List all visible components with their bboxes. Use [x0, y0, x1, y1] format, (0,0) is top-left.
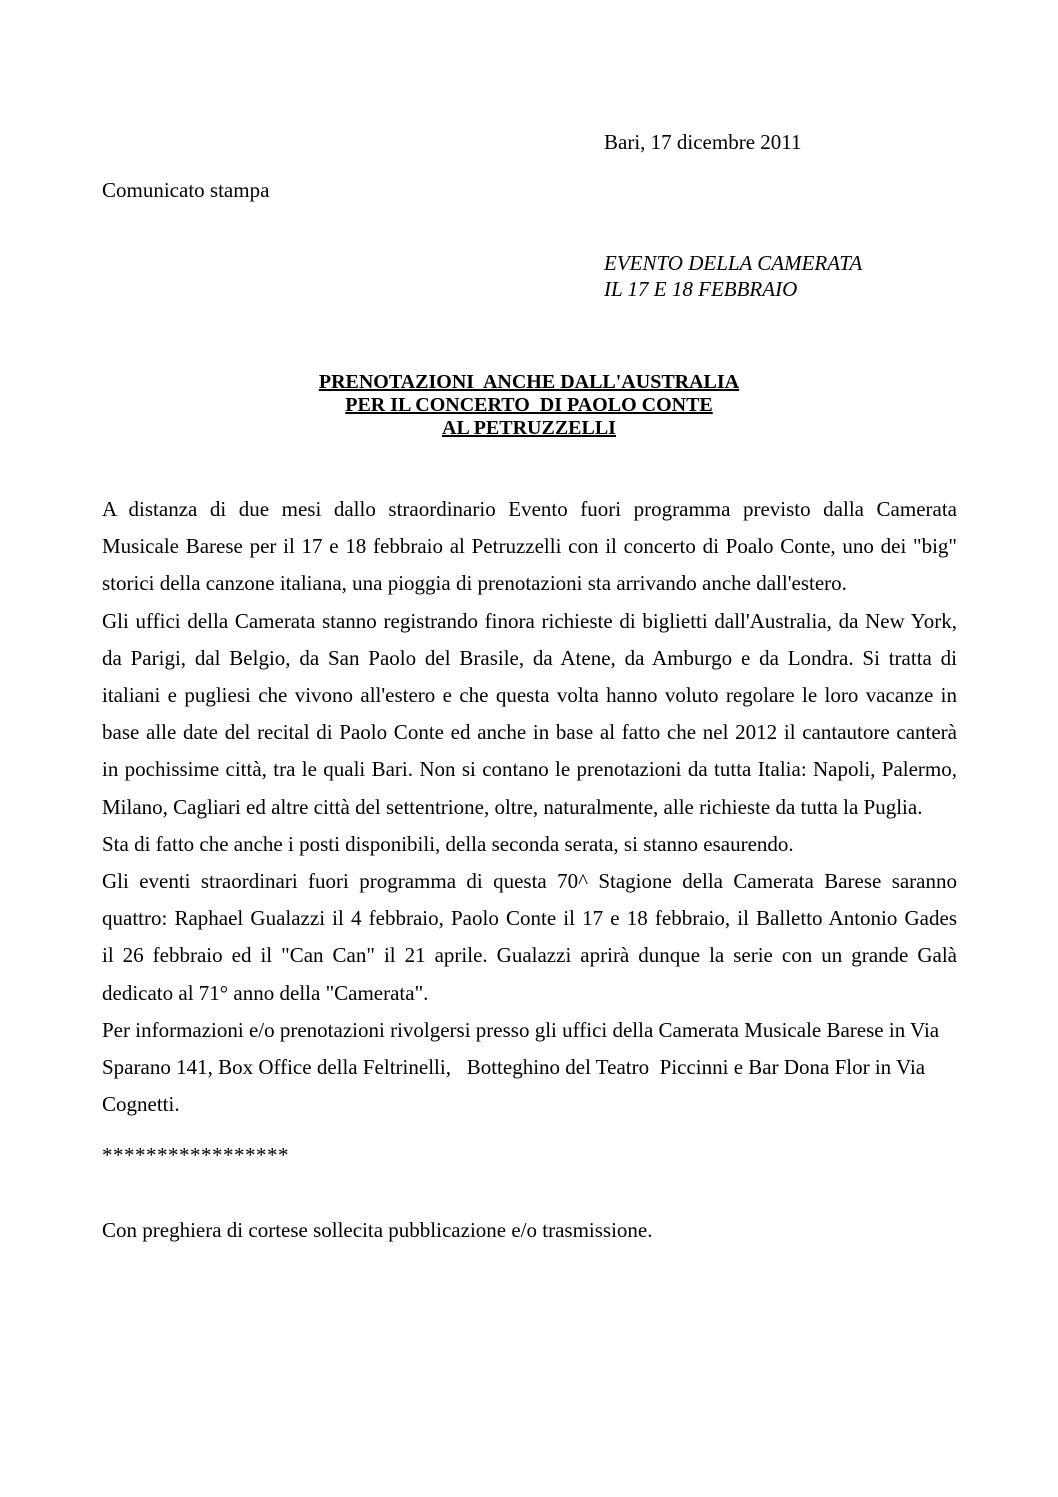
headline-line: PRENOTAZIONI ANCHE DALL'AUSTRALIA	[318, 371, 740, 393]
headline	[0, 371, 1058, 440]
headline-line: PER IL CONCERTO DI PAOLO CONTE	[345, 394, 713, 416]
body-line: dedicato al 71° anno della "Camerata".	[102, 980, 429, 1005]
body-line: Sta di fatto che anche i posti disponibili, della seconda serata, si stanno esaurendo.	[102, 831, 794, 856]
body-line: quattro: Raphael Gualazzi il 4 febbraio, Paolo Conte il 17 e 18 febbraio, il Balletto Antonio Gades	[102, 906, 957, 931]
body-line: Cognetti.	[102, 1092, 180, 1117]
press-release-body	[102, 491, 957, 1123]
body-line: da Parigi, dal Belgio, da San Paolo del Brasile, da Atene, da Amburgo e da Londra. Si tratta di	[102, 645, 957, 670]
event-subtitle	[604, 250, 862, 302]
body-line: base alle date del recital di Paolo Conte ed anche in base al fatto che nel 2012 il cantautore canterà	[102, 720, 957, 745]
body-line: Gli uffici della Camerata stanno registrando finora richieste di biglietti dall'Australia, da New York,	[102, 608, 957, 633]
body-line: Sparano 141, Box Office della Feltrinelli, Botteghino del Teatro Piccinni e Bar Dona Flor in Via	[102, 1055, 926, 1080]
closing-note: Con preghiera di cortese sollecita pubblicazione e/o trasmissione.	[102, 1218, 653, 1242]
body-line: il 26 febbraio ed il "Can Can" il 21 aprile. Gualazzi aprirà dunque la serie con un grande Galà	[102, 943, 957, 968]
document-type-label: Comunicato stampa	[102, 178, 270, 202]
body-line: in pochissime città, tra le quali Bari. Non si contano le prenotazioni da tutta Italia: Napoli, Palermo,	[102, 757, 957, 782]
body-line: Musicale Barese per il 17 e 18 febbraio al Petruzzelli con il concerto di Poalo Conte, uno dei "big"	[102, 534, 957, 559]
event-line: EVENTO DELLA CAMERATA	[604, 251, 863, 275]
letter-date: Bari, 17 dicembre 2011	[604, 130, 802, 154]
body-line: Gli eventi straordinari fuori programma di questa 70^ Stagione della Camerata Barese saranno	[102, 869, 957, 894]
separator: *****************	[102, 1143, 289, 1167]
body-line: Milano, Cagliari ed altre città del settentrione, oltre, naturalmente, alle richieste da tutta la Puglia.	[102, 794, 923, 819]
headline-line: AL PETRUZZELLI	[442, 417, 616, 439]
body-line: storici della canzone italiana, una pioggia di prenotazioni sta arrivando anche dall'estero.	[102, 571, 847, 596]
body-line: italiani e pugliesi che vivono all'estero e che questa volta hanno voluto regolare le loro vacanze in	[102, 683, 957, 708]
body-line: Per informazioni e/o prenotazioni rivolgersi presso gli uffici della Camerata Musicale Barese in Via	[102, 1017, 940, 1042]
event-line: IL 17 E 18 FEBBRAIO	[604, 277, 798, 301]
body-line: A distanza di due mesi dallo straordinario Evento fuori programma previsto dalla Camerata	[102, 497, 957, 521]
